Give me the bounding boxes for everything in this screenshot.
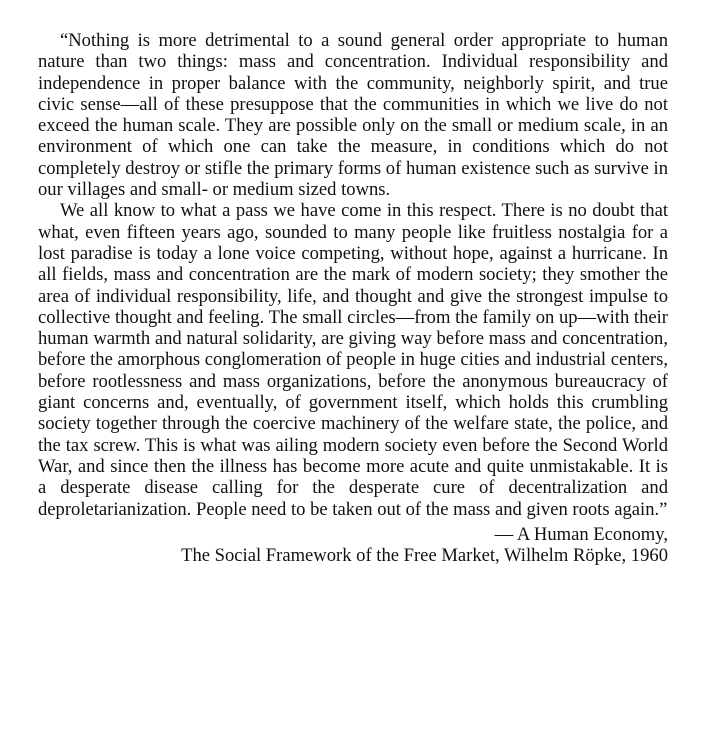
attribution	[38, 524, 668, 567]
quote-paragraph-1: “Nothing is more detrimental to a sound general order appropriate to human nature than two things: mass and concentration. Individual responsibility and independence in proper balance with the community, neighborly spirit, and true civic sense—all of these presuppose that the communities in which we live do not exceed the human scale. They are possible only on the small or medium scale, in an environment of which one can take the measure, in conditions which do not completely destroy or stifle the primary forms of human existence such as survive in our villages and small- or medium sized towns.	[38, 30, 668, 201]
quote-page	[38, 30, 668, 566]
attribution-source: The Social Framework of the Free Market, Wilhelm Röpke, 1960	[181, 545, 668, 567]
attribution-title: — A Human Economy,	[494, 523, 668, 545]
quote-paragraph-2: We all know to what a pass we have come in this respect. There is no doubt that what, even fifteen years ago, sounded to many people like fruitless nostalgia for a lost paradise is today a lone voice competing, without hope, against a hurricane. In all fields, mass and concentration are the mark of modern society; they smother the area of individual responsibility, life, and thought and give the strongest impulse to collective thought and feeling. The small circles—from the family on up—with their human warmth and natural solidarity, are giving way before mass and concentration, before the amorphous conglomeration of people in huge cities and industrial centers, before rootlessness and mass organizations, before the anonymous bureaucracy of giant concerns and, eventually, of government itself, which holds this crumbling society together through the coercive machinery of the welfare state, the police, and the tax screw. This is what was ailing modern society even before the Second World War, and since then the illness has become more acute and quite unmistakable. It is a desperate disease calling for the desperate cure of decentralization and deproletarianization. People need to be taken out of the mass and given roots again.”	[38, 200, 668, 520]
